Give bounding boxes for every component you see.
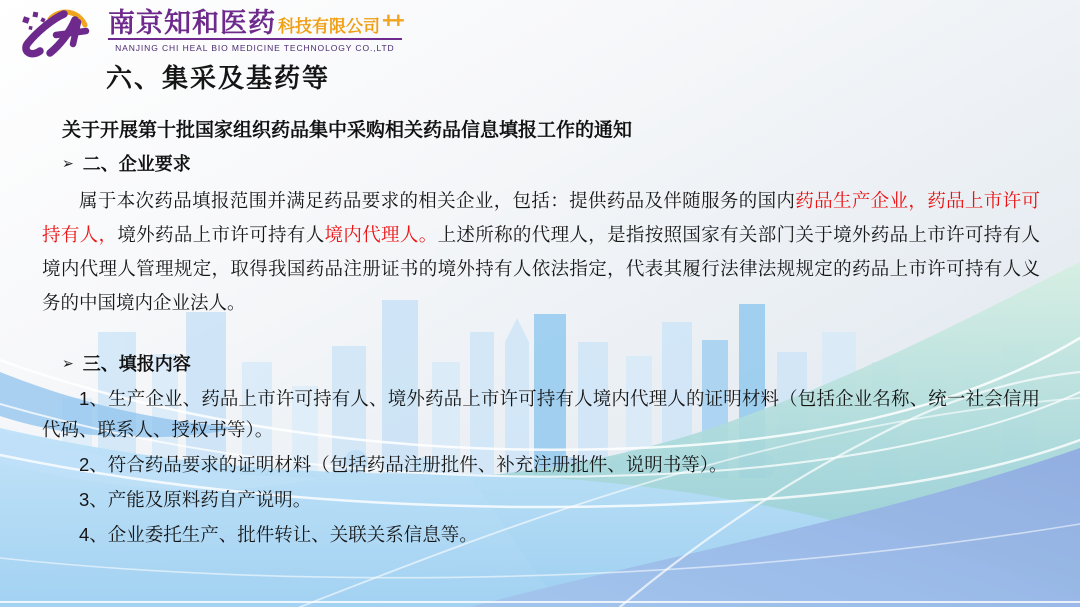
notice-title: 关于开展第十批国家组织药品集中采购相关药品信息填报工作的通知 <box>62 120 633 141</box>
paragraph-segment: 上述所称的代理人，是指按照国家有关部门关于境外药品上市许可持有人境内代理人管理规定，取得我国药品注册证书的境外持有人依法指定，代表其履行法律法规规定的药品上市许可持有人义务的中国境内企业法人。 <box>42 224 1040 313</box>
logo-icon <box>16 6 102 58</box>
paragraph-segment: 境外药品上市许可持有人 <box>117 224 325 245</box>
paragraph-segment: 属于本次药品填报范围并满足药品要求的相关企业，包括：提供药品及伴随服务的国内 <box>79 190 796 211</box>
section2-heading-label: 二、企业要求 <box>82 154 191 174</box>
section2-heading <box>62 150 191 176</box>
logo-company-suffix: 科技有限公司 <box>278 17 380 36</box>
section3-heading <box>62 350 191 376</box>
list-item: 3、产能及原料药自产说明。 <box>79 489 312 510</box>
section3-heading-label: 三、填报内容 <box>82 354 191 374</box>
plus-sparkle-icon: ++ <box>382 8 402 33</box>
list-item: 4、企业委托生产、批件转让、关联关系信息等。 <box>79 524 478 545</box>
paragraph-segment: 药品生产企业，药品上市许可持有人， <box>42 190 1040 245</box>
page-title: 六、集采及基药等 <box>106 63 331 93</box>
content-list <box>42 383 1040 554</box>
arrow-bullet-icon: ➢ <box>62 153 74 172</box>
logo-company-name-en: NANJING CHI HEAL BIO MEDICINE TECHNOLOGY CO.,LTD <box>115 43 395 53</box>
requirements-paragraph <box>42 184 1040 320</box>
company-logo <box>16 6 402 58</box>
list-item: 2、符合药品要求的证明材料（包括药品注册批件、补充注册批件、说明书等）。 <box>79 454 728 475</box>
arrow-bullet-icon: ➢ <box>62 353 74 372</box>
logo-company-name: 南京知和医药 <box>108 8 276 38</box>
paragraph-segment: 境内代理人。 <box>324 224 438 245</box>
list-item: 1、生产企业、药品上市许可持有人、境外药品上市许可持有人境内代理人的证明材料（包括企业名称、统一社会信用代码、联系人、授权书等）。 <box>42 388 1040 440</box>
logo-text <box>108 6 402 53</box>
